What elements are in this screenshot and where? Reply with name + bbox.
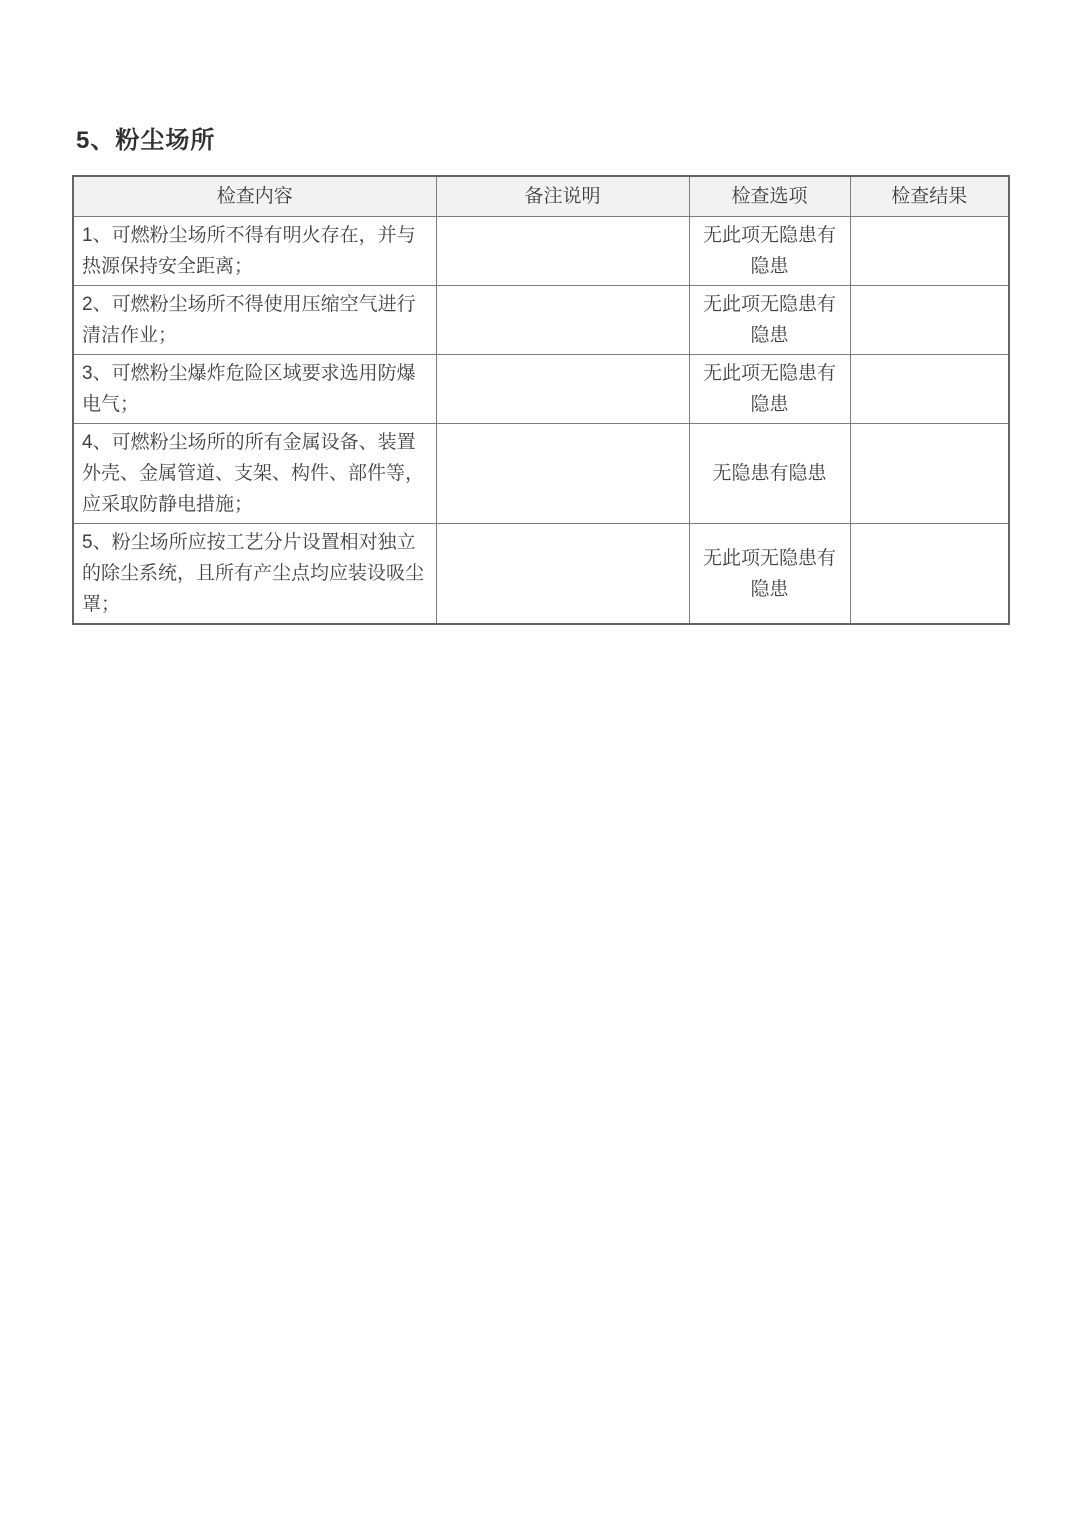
remarks-cell [436, 424, 689, 524]
check-options-cell: 无此项无隐患有隐患 [689, 217, 850, 286]
check-content-cell: 4、可燃粉尘场所的所有金属设备、装置外壳、金属管道、支架、构件、部件等，应采取防静电措施； [73, 424, 436, 524]
table-row [73, 217, 1009, 286]
check-options-cell: 无此项无隐患有隐患 [689, 286, 850, 355]
check-result-cell [850, 524, 1009, 625]
check-content-cell: 3、可燃粉尘爆炸危险区域要求选用防爆电气； [73, 355, 436, 424]
check-result-cell [850, 217, 1009, 286]
check-content-cell: 1、可燃粉尘场所不得有明火存在，并与热源保持安全距离； [73, 217, 436, 286]
col-header-remarks: 备注说明 [436, 176, 689, 217]
check-result-cell [850, 424, 1009, 524]
check-options-cell: 无此项无隐患有隐患 [689, 355, 850, 424]
check-options-cell: 无隐患有隐患 [689, 424, 850, 524]
header-row [73, 176, 1009, 217]
col-header-check-content: 检查内容 [73, 176, 436, 217]
remarks-cell [436, 355, 689, 424]
table-row [73, 286, 1009, 355]
remarks-cell [436, 286, 689, 355]
table-row [73, 424, 1009, 524]
check-content-cell: 5、粉尘场所应按工艺分片设置相对独立的除尘系统，且所有产尘点均应装设吸尘罩； [73, 524, 436, 625]
check-content-cell: 2、可燃粉尘场所不得使用压缩空气进行清洁作业； [73, 286, 436, 355]
section-title: 5、粉尘场所 [76, 127, 216, 154]
check-result-cell [850, 355, 1009, 424]
check-result-cell [850, 286, 1009, 355]
table-row [73, 524, 1009, 625]
check-options-cell: 无此项无隐患有隐患 [689, 524, 850, 625]
remarks-cell [436, 217, 689, 286]
table-row [73, 355, 1009, 424]
col-header-check-result: 检查结果 [850, 176, 1009, 217]
inspection-checklist-table [72, 175, 1010, 625]
remarks-cell [436, 524, 689, 625]
col-header-check-options: 检查选项 [689, 176, 850, 217]
